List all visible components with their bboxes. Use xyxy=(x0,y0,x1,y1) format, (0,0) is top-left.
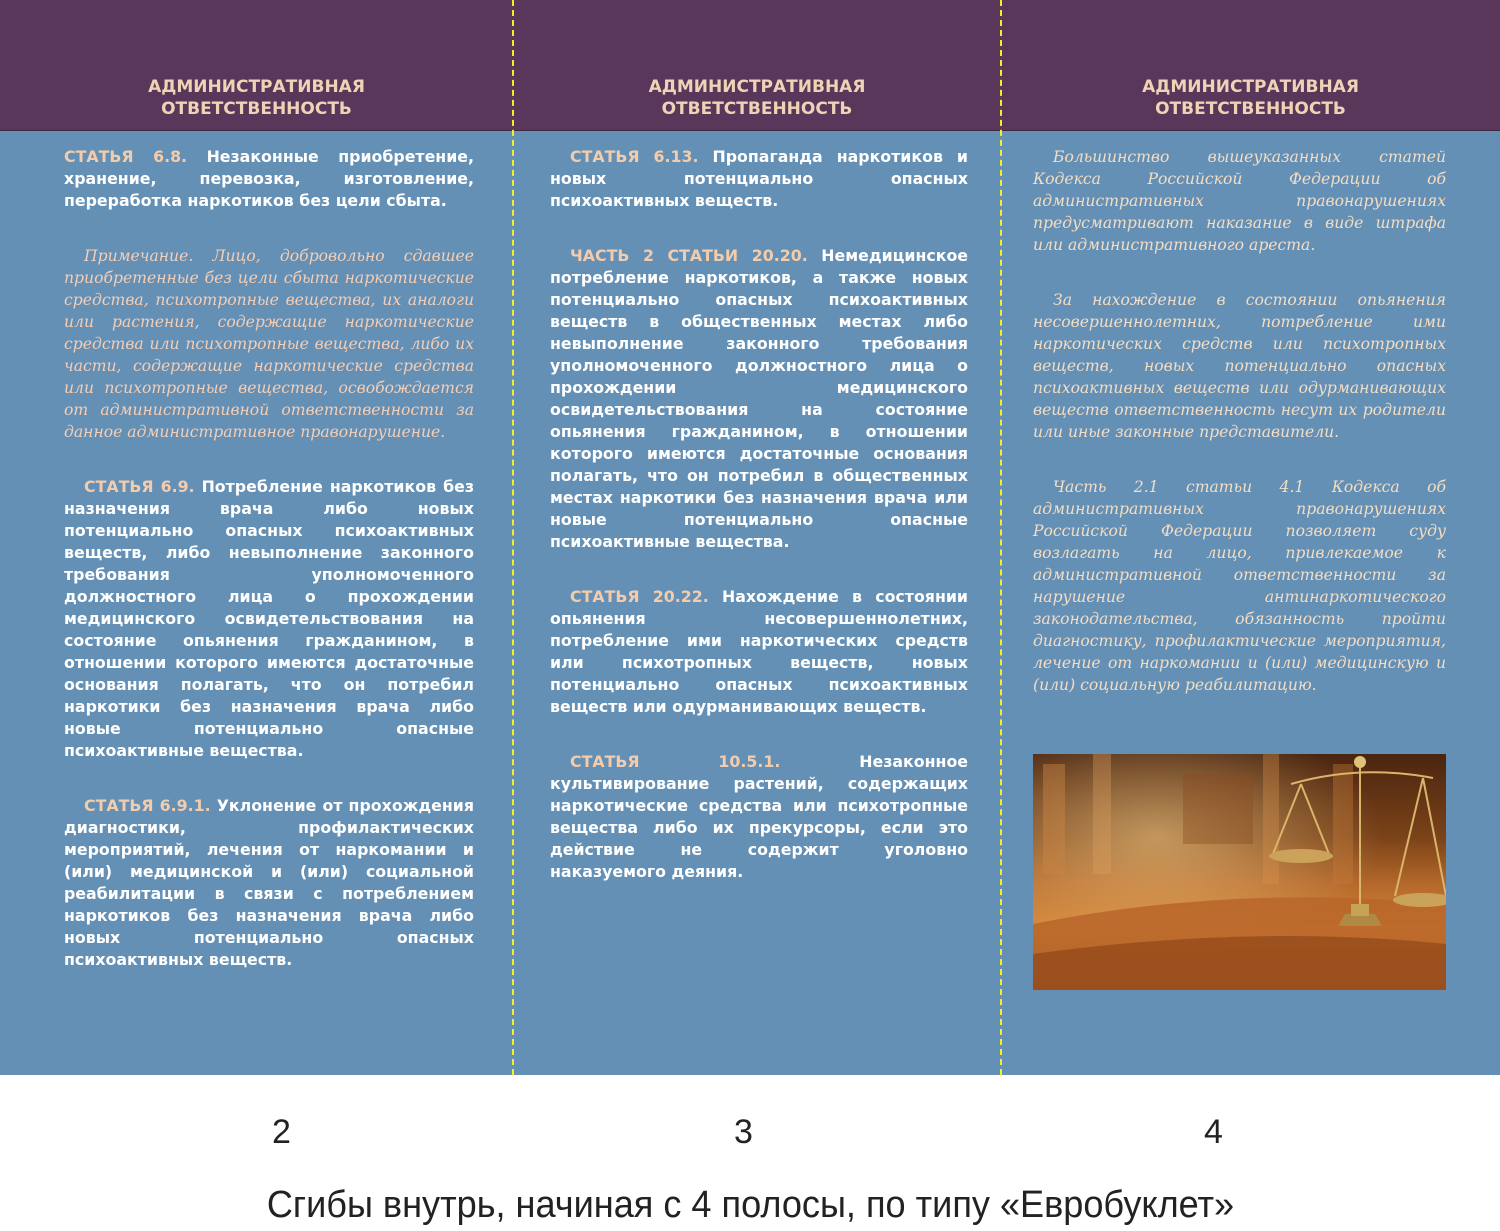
article-ref: СТАТЬЯ 10.5.1. xyxy=(570,752,781,771)
page-number: 4 xyxy=(1204,1113,1223,1151)
panel-header xyxy=(0,0,513,131)
article-ref: СТАТЬЯ 6.9.1. xyxy=(84,796,211,815)
article-ref: СТАТЬЯ 6.9. xyxy=(84,477,195,496)
panel-body xyxy=(1033,146,1446,729)
article-ref: СТАТЬЯ 20.22. xyxy=(570,587,709,606)
article-10-5-1 xyxy=(550,751,968,883)
panel-header xyxy=(1001,0,1500,131)
panel-4 xyxy=(1001,0,1500,1075)
article-text: Незаконное культивирование растений, содержащих наркотические средства или психотропные вещества либо их прекурсоры, если это действие не содержит уголовно наказуемого деяния. xyxy=(550,752,969,881)
panel-title: АДМИНИСТРАТИВНАЯ ОТВЕТСТВЕННОСТЬ xyxy=(148,77,365,119)
courtroom-image xyxy=(1033,754,1446,990)
article-text: Незаконные приобретение, хранение, перевозка, изготовление, переработка наркотиков без цели сбыта. xyxy=(64,147,474,210)
article-6-9-1 xyxy=(64,795,474,971)
panel-3 xyxy=(513,0,1001,1075)
panel-title: АДМИНИСТРАТИВНАЯ ОТВЕТСТВЕННОСТЬ xyxy=(648,77,866,119)
article-20-20-part-2 xyxy=(550,245,968,553)
article-ref: ЧАСТЬ 2 СТАТЬИ 20.20. xyxy=(570,246,808,265)
fold-line xyxy=(1000,0,1002,1075)
panel-body xyxy=(550,146,968,916)
article-text: Нахождение в состоянии опьянения несовершеннолетних, потребление ими наркотических средств или психотропных веществ, новых потенциально опасных психоактивных веществ или одурманивающих веществ. xyxy=(550,587,969,716)
article-6-13 xyxy=(550,146,968,212)
article-20-22 xyxy=(550,586,968,718)
article-6-9 xyxy=(64,476,474,762)
article-ref: СТАТЬЯ 6.13. xyxy=(570,147,699,166)
panel-title: АДМИНИСТРАТИВНАЯ ОТВЕТСТВЕННОСТЬ xyxy=(1142,77,1359,119)
article-text: Немедицинское потребление наркотиков, а также новых потенциально опасных психоактивных веществ в общественных местах либо невыполнение законного требования уполномоченного должностного лица о прохождении медицинского освидетельствования на состояние опьянения гражданином, в отношении которого имеются достаточные основания полагать, что он потребил в общественных местах наркотики без назначения врача или новые потенциально опасные психоактивные вещества. xyxy=(550,246,969,551)
panel-2 xyxy=(0,0,513,1075)
summary-paragraph: Большинство вышеуказанных статей Кодекса Российской Федерации об административных правонарушениях предусматривают наказание в виде штрафа или административного ареста. xyxy=(1033,148,1446,254)
folding-caption: Сгибы внутрь, начиная с 4 полосы, по типу «Евробуклет» xyxy=(266,1184,1235,1226)
scales-of-justice-icon xyxy=(1033,754,1446,990)
parents-responsibility-paragraph: За нахождение в состоянии опьянения несовершеннолетних, потребление ими наркотических средств или психотропных веществ, новых потенциально опасных психоактивных веществ или одурманивающих веществ ответственность несут их родители или иные законные представители. xyxy=(1033,291,1446,441)
fold-line xyxy=(512,0,514,1075)
court-obligation-paragraph: Часть 2.1 статьи 4.1 Кодекса об административных правонарушениях Российской Федерации позволяет суду возлагать на лицо, привлекаемое к административной ответственности за нарушение антинаркотического законодательства, обязанность пройти диагностику, профилактические мероприятия, лечение от наркомании и (или) медицинскую и (или) социальную реабилитацию. xyxy=(1033,478,1446,694)
panel-body xyxy=(64,146,474,1004)
page-number: 3 xyxy=(734,1113,753,1151)
article-text: Пропаганда наркотиков и новых потенциально опасных психоактивных веществ. xyxy=(550,147,968,210)
article-text: Потребление наркотиков без назначения врача либо новых потенциально опасных психоактивных веществ, либо невыполнение законного требования уполномоченного должностного лица о прохождении медицинского освидетельствования на состояние опьянения гражданином, в отношении которого имеются достаточные основания полагать, что он потребил наркотики без назначения врача либо новые потенциально опасные психоактивные вещества. xyxy=(64,477,474,760)
panel-header xyxy=(513,0,1001,131)
article-ref: СТАТЬЯ 6.8. xyxy=(64,147,188,166)
article-note: Примечание. Лицо, добровольно сдавшее приобретенные без цели сбыта наркотические средства, психотропные вещества, их аналоги или растения, содержащие наркотические средства или психотропные вещества, либо их части, содержащие наркотические средства или психотропные вещества, освобождается от административной ответственности за данное административное правонарушение. xyxy=(64,247,474,441)
page-number: 2 xyxy=(272,1113,291,1151)
article-6-8 xyxy=(64,146,474,212)
article-text: Уклонение от прохождения диагностики, профилактических мероприятий, лечения от наркомании и (или) медицинской и (или) социальной реабилитации в связи с потреблением наркотиков без назначения врача либо новых потенциально опасных психоактивных веществ. xyxy=(64,796,474,969)
